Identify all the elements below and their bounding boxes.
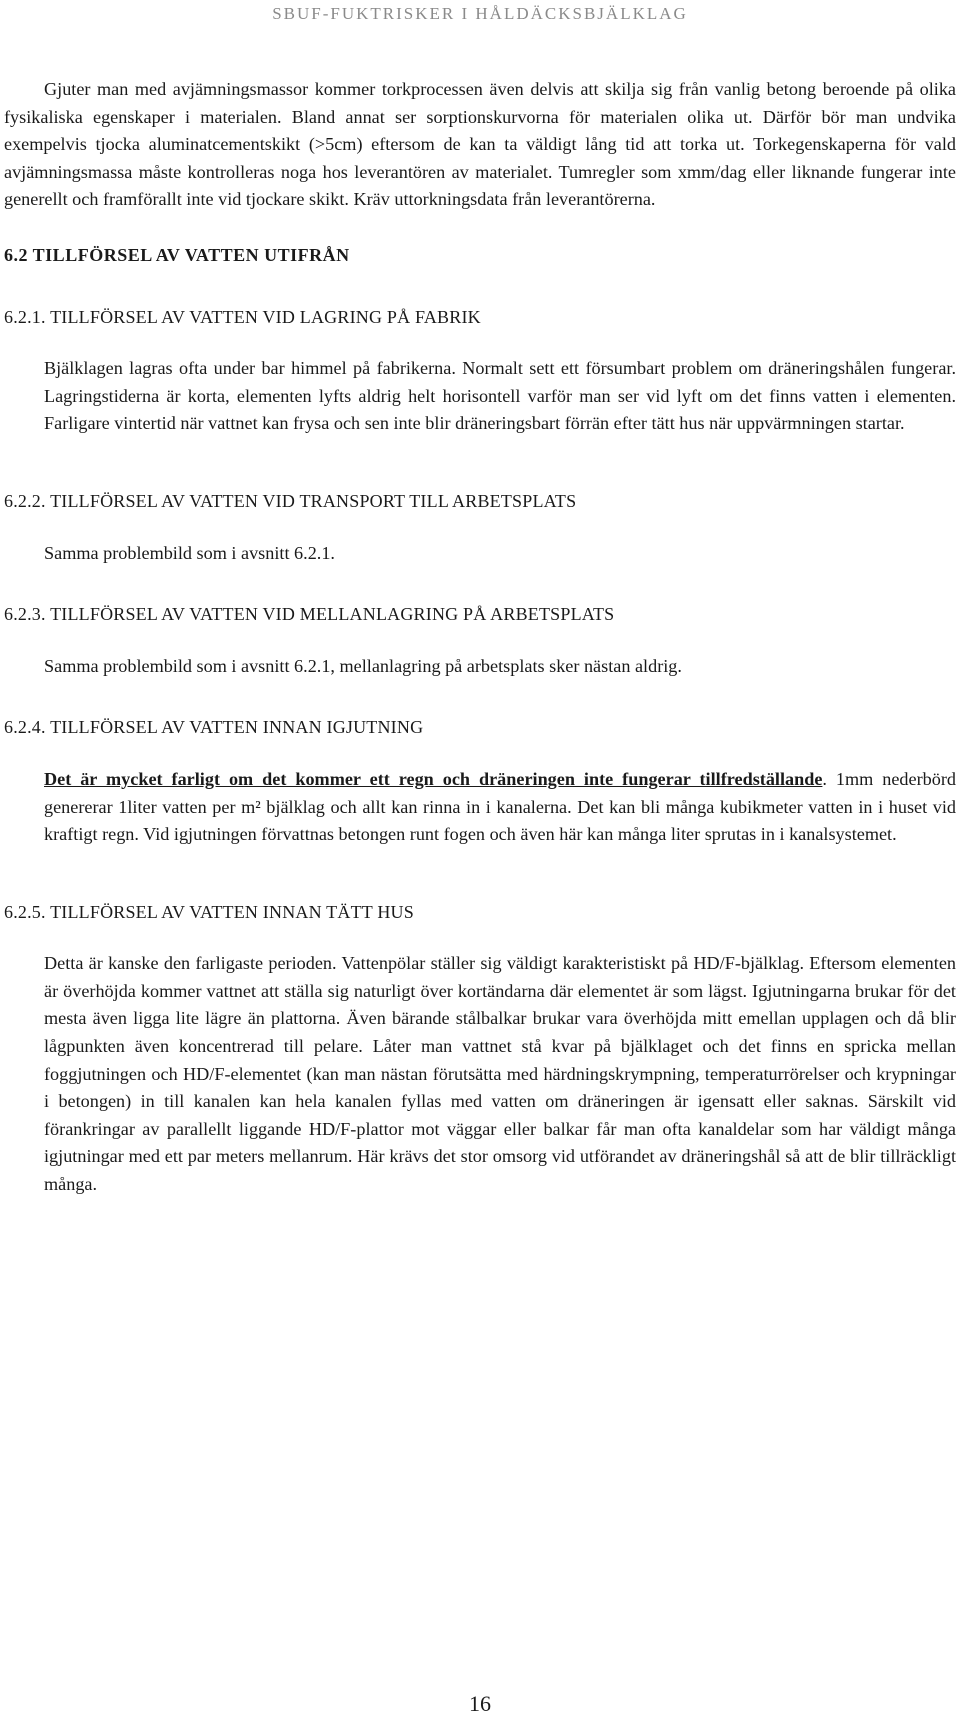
subsection-text-6-2-4-rest: . 1mm nederbörd genererar 1liter vatten per m² bjälklag och allt kan rinna in i kanalerna. Det kan bli många kubikmeter vatten in i huset vid kraftigt regn. Vid igjutningen förvattnas betongen runt fogen och även här kan många liter sprutas in i kanalsystemet. (44, 768, 956, 845)
subsection-text-6-2-3: Samma problembild som i avsnitt 6.2.1, mellanlagring på arbetsplats sker nästan aldrig. (44, 655, 682, 676)
subsection-heading-6-2-5: 6.2.5. TILLFÖRSEL AV VATTEN INNAN TÄTT HUS (4, 901, 414, 922)
warning-emphasis: Det är mycket farligt om det kommer ett regn och dräneringen inte fungerar tillfredställande (44, 768, 823, 789)
subsection-heading-6-2-3: 6.2.3. TILLFÖRSEL AV VATTEN VID MELLANLAGRING PÅ ARBETSPLATS (4, 604, 615, 625)
document-body (4, 76, 956, 1199)
subsection-text-6-2-4 (4, 766, 956, 849)
subsection-text-6-2-1: Bjälklagen lagras ofta under bar himmel på fabrikerna. Normalt sett ett försumbart problem om dräneringshålen fungerar. Lagringstiderna är korta, elementen lyfts aldrig helt horisontell varför man ser vid lyft om det finns vatten i elementen. Farligare vintertid när vattnet kan frysa och sen inte blir dräneringsbart förrän efter tätt hus när uppvärmningen startar. (44, 358, 956, 434)
subsection-heading-6-2-2: 6.2.2. TILLFÖRSEL AV VATTEN VID TRANSPORT TILL ARBETSPLATS (4, 490, 577, 511)
intro-paragraph: Gjuter man med avjämningsmassor kommer torkprocessen även delvis att skilja sig från vanlig betong beroende på olika fysikaliska egenskaper i materialen. Bland annat ser sorptionskurvorna för materialen olika ut. Därför bör man undvika exempelvis tjocka aluminatcementskikt (>5cm) eftersom de kan ta väldigt lång tid att torka ut. Torkegenskaperna för vald avjämningsmassa måste kontrolleras noga hos leverantören av materialet. Tumregler som xmm/dag eller liknande fungerar inte generellt och framförallt inte vid tjockare skikt. Kräv uttorkningsdata från leverantörerna. (4, 79, 956, 210)
subsection-text-6-2-2: Samma problembild som i avsnitt 6.2.1. (44, 542, 335, 563)
section-heading: 6.2 TILLFÖRSEL AV VATTEN UTIFRÅN (4, 244, 350, 265)
subsection-heading-6-2-1: 6.2.1. TILLFÖRSEL AV VATTEN VID LAGRING PÅ FABRIK (4, 306, 481, 327)
subsection-heading-6-2-4: 6.2.4. TILLFÖRSEL AV VATTEN INNAN IGJUTNING (4, 717, 424, 738)
page-number: 16 (469, 1691, 491, 1716)
running-header: SBUF-FUKTRISKER I HÅLDÄCKSBJÄLKLAG (272, 4, 688, 23)
subsection-text-6-2-5: Detta är kanske den farligaste perioden. Vattenpölar ställer sig väldigt karakteristiskt på HD/F-bjälklag. Eftersom elementen är överhöjda kommer vattnet att ställa sig naturligt över kortändarna där elementet är som lägst. Igjutningarna brukar för det mesta även ligga lite lägre än plattorna. Även bärande stålbalkar brukar vara överhöjda mitt emellan upplagen och då blir lågpunkten även koncentrerad till pelare. Låter man vattnet stå kvar på bjälklaget och det finns en spricka mellan foggjutningen och HD/F-elementet (kan man nästan förutsätta med härdningskrympning, temperaturrörelser och krypningar i betongen) in till kanalen kan hela kanalen fyllas med vatten om dräneringen är igensatt eller saknas. Särskilt vid förankringar av parallellt liggande HD/F-plattor mot väggar eller balkar får man ofta kanaldelar som har väldigt många igjutningar med ett par meters mellanrum. Här krävs det stor omsorg vid utförandet av dräneringshål så att de blir tillräckligt många. (44, 953, 956, 1195)
